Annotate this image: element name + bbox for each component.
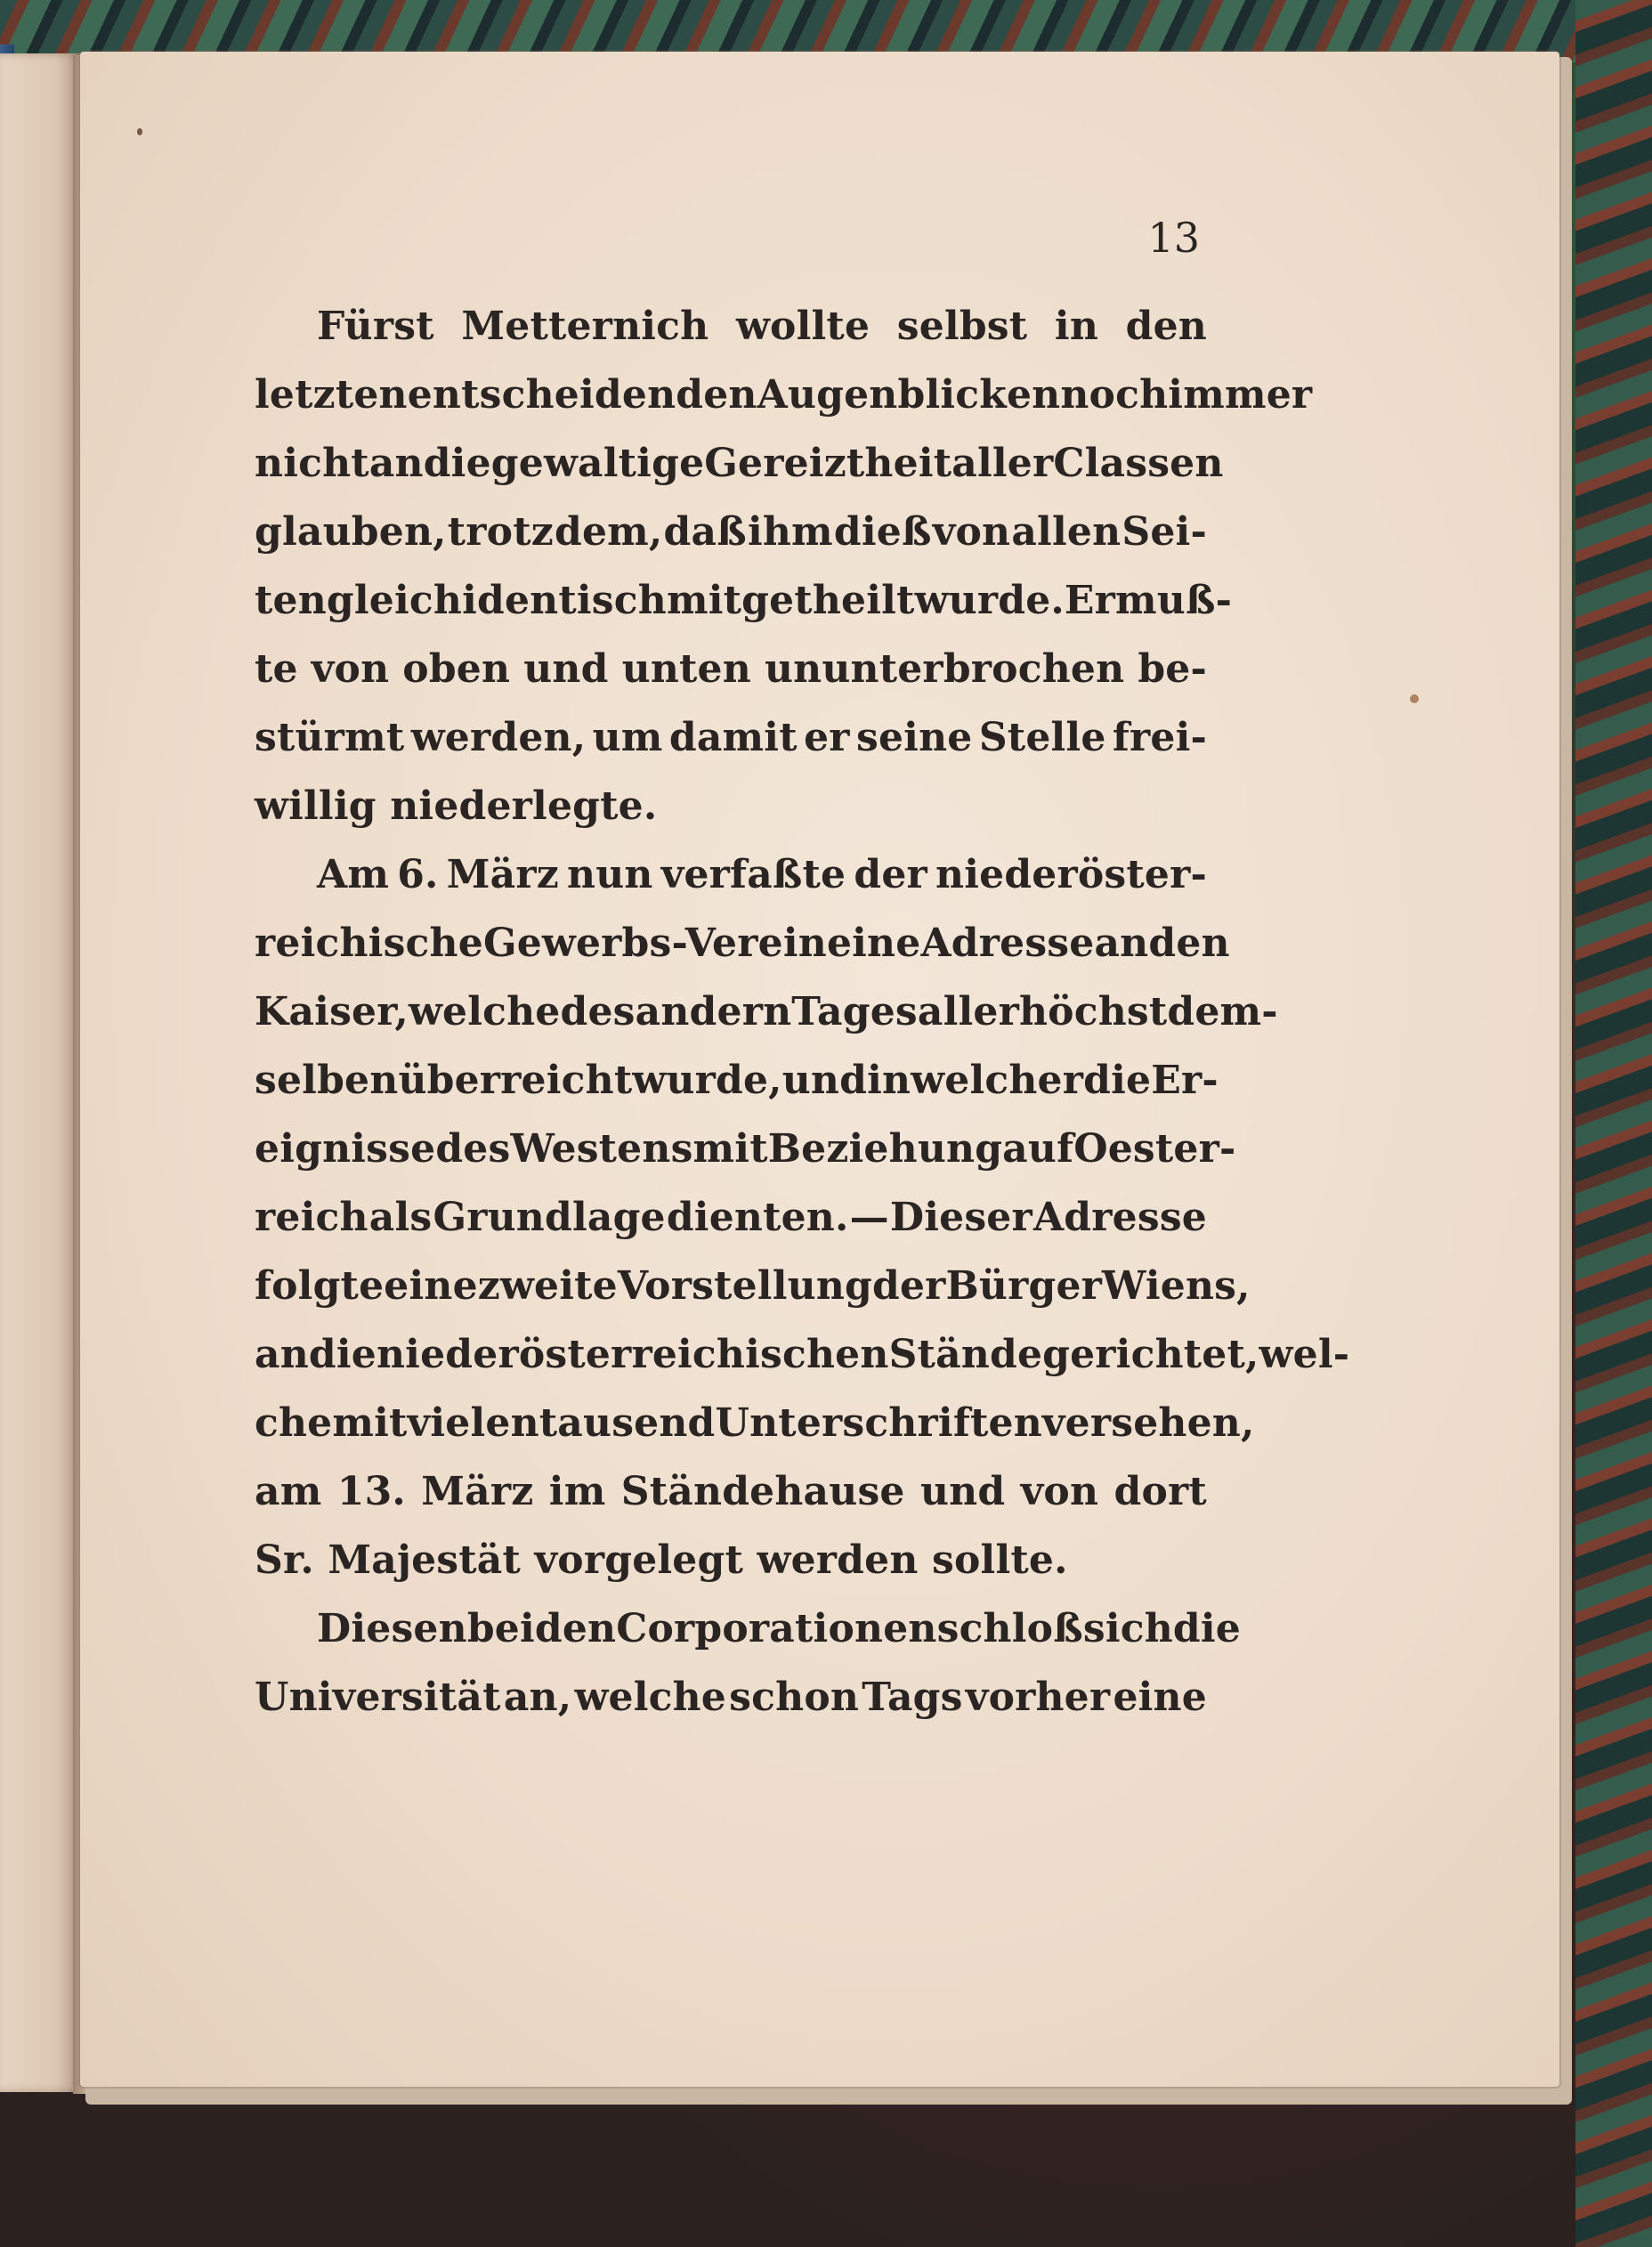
word: eine <box>384 1263 478 1309</box>
line-text <box>317 1594 1241 1663</box>
word: mit <box>332 1400 408 1446</box>
line-text <box>317 292 1207 361</box>
text-line <box>255 1526 1207 1594</box>
word: noch <box>1060 372 1169 418</box>
word: dort <box>1113 1469 1207 1514</box>
text-line <box>255 909 1230 977</box>
word: unten <box>621 646 751 692</box>
word: Metternich <box>461 304 709 349</box>
paper-spot <box>137 128 142 135</box>
word: be- <box>1138 646 1207 692</box>
line-text <box>317 840 1207 909</box>
word: dieß <box>833 509 932 555</box>
word: niederöster- <box>935 852 1207 897</box>
word: Westens <box>510 1126 693 1172</box>
word: März <box>446 852 559 897</box>
word: Stelle <box>978 715 1106 760</box>
word: 6. <box>397 852 439 897</box>
word: den <box>1125 304 1207 349</box>
word: andern <box>635 989 792 1034</box>
text-line <box>255 703 1207 772</box>
word: letzten <box>255 372 408 418</box>
word: Wiens, <box>1102 1263 1251 1309</box>
word: an <box>368 441 424 486</box>
word: frei- <box>1112 715 1207 760</box>
word: vorher <box>965 1675 1111 1720</box>
word: vielen <box>407 1400 539 1446</box>
word: an, <box>503 1675 572 1720</box>
word: Fürst <box>317 304 434 349</box>
word: che <box>255 1400 333 1446</box>
word: und <box>523 646 609 692</box>
word: glauben, <box>255 509 447 555</box>
text-line <box>255 1252 1251 1320</box>
word: stürmt <box>255 715 405 760</box>
line-text <box>255 1389 1255 1457</box>
word: schon <box>729 1675 860 1720</box>
marbled-cover-right <box>1575 0 1652 2247</box>
word: ihm <box>747 509 833 555</box>
word: immer <box>1168 372 1313 418</box>
text-line <box>255 1663 1207 1732</box>
text-line <box>255 361 1313 429</box>
facing-page-edge <box>0 53 80 2092</box>
word: und <box>781 1058 868 1103</box>
word: sich <box>1082 1606 1173 1651</box>
word: Unterschriften <box>715 1400 1042 1446</box>
body-text <box>255 292 1350 1732</box>
word: Grundlage <box>433 1195 666 1240</box>
word: selbst <box>896 304 1028 349</box>
text-line <box>255 566 1233 635</box>
word: wel- <box>1259 1332 1350 1377</box>
text-line <box>255 1046 1219 1115</box>
word: der <box>871 1263 946 1309</box>
word: Tags <box>862 1675 963 1720</box>
word: selben <box>255 1058 399 1103</box>
line-text <box>255 361 1313 429</box>
word: daß <box>663 509 747 555</box>
word: eine <box>1113 1675 1207 1720</box>
word: Bürger <box>945 1263 1103 1309</box>
word: Vorstellung <box>617 1263 872 1309</box>
word: den <box>1148 921 1230 966</box>
word: in <box>867 1058 911 1103</box>
word: Adresse <box>1032 1195 1207 1240</box>
word: verfaßte <box>660 852 846 897</box>
word: damit <box>668 715 798 760</box>
word: Classen <box>1053 441 1224 486</box>
word: nicht <box>255 441 369 486</box>
word: tausend <box>539 1400 716 1446</box>
text-line <box>255 429 1224 498</box>
word: an <box>255 1332 309 1377</box>
word: eine <box>826 921 921 966</box>
line-text <box>255 703 1207 772</box>
word: gerichtet, <box>1042 1332 1259 1377</box>
text-line <box>255 1594 1241 1663</box>
line-text <box>255 1046 1219 1115</box>
word: 13. <box>336 1469 406 1514</box>
word: dem, <box>555 509 663 555</box>
word: Gewerbs-Verein <box>482 921 827 966</box>
word: te <box>255 646 298 692</box>
word: welche <box>574 1675 726 1720</box>
word: folgte <box>255 1263 385 1309</box>
word: wurde. <box>914 578 1065 623</box>
line-text: Sr. Majestät vorgelegt werden sollte. <box>255 1537 1068 1583</box>
word: oben <box>402 646 511 692</box>
page-number: 13 <box>1147 214 1200 262</box>
word: entscheidenden <box>407 372 757 418</box>
line-text <box>255 977 1278 1046</box>
word: Augenblicken <box>757 372 1061 418</box>
word: nun <box>567 852 653 897</box>
line-text: willig niederlegte. <box>255 783 658 829</box>
word: wollte <box>735 304 871 349</box>
word: trotz <box>447 509 554 555</box>
word: von <box>932 509 1011 555</box>
word: um <box>592 715 663 760</box>
word: schloß <box>936 1606 1083 1651</box>
word: niederösterreichischen <box>376 1332 889 1377</box>
word: Gereiztheit <box>704 441 952 486</box>
word: Dieser <box>889 1195 1032 1240</box>
text-line <box>255 840 1207 909</box>
word: welcher <box>911 1058 1084 1103</box>
word: Ständehause <box>620 1469 905 1514</box>
word: welche <box>408 989 561 1034</box>
text-line <box>255 1183 1207 1252</box>
word: die <box>308 1332 377 1377</box>
word: eignisse <box>255 1126 436 1172</box>
line-text <box>255 566 1233 635</box>
word: mitgetheilt <box>666 578 915 623</box>
word: von <box>311 646 390 692</box>
text-line <box>255 1115 1236 1183</box>
word: Tages <box>791 989 918 1034</box>
word: Universität <box>255 1675 501 1720</box>
word: seine <box>856 715 973 760</box>
word: im <box>548 1469 606 1514</box>
word: Adresse <box>920 921 1095 966</box>
word: Beziehung <box>767 1126 1003 1172</box>
text-line <box>255 635 1207 703</box>
line-text <box>255 909 1230 977</box>
text-line <box>255 292 1207 361</box>
text-line <box>255 977 1278 1046</box>
word: in <box>1054 304 1099 349</box>
word: Am <box>317 852 390 897</box>
word: beiden <box>466 1606 617 1651</box>
word: reich <box>255 1195 368 1240</box>
word: mit <box>692 1126 768 1172</box>
word: wurde, <box>632 1058 782 1103</box>
word: die <box>1083 1058 1152 1103</box>
word: identisch <box>462 578 667 623</box>
line-text <box>255 1663 1207 1732</box>
text-line <box>255 1320 1350 1389</box>
line-text <box>255 1183 1207 1252</box>
word: reichische <box>255 921 483 966</box>
word: von <box>1020 1469 1099 1514</box>
line-text <box>255 1320 1350 1389</box>
line-text <box>255 1457 1207 1526</box>
word: des <box>435 1126 511 1172</box>
word: allen <box>1011 509 1122 555</box>
word: Er- <box>1151 1058 1219 1103</box>
word: dem- <box>1167 989 1278 1034</box>
line-text <box>255 1252 1251 1320</box>
word: aller <box>952 441 1054 486</box>
word: an <box>1094 921 1149 966</box>
word: Stände <box>888 1332 1043 1377</box>
word: allerhöchst <box>917 989 1168 1034</box>
word: ten <box>255 578 327 623</box>
word: Diesen <box>317 1606 467 1651</box>
word: überreicht <box>398 1058 633 1103</box>
word: des <box>560 989 636 1034</box>
word: zweite <box>477 1263 618 1309</box>
word: die <box>1172 1606 1241 1651</box>
word: muß- <box>1115 578 1233 623</box>
word: ununterbrochen <box>764 646 1125 692</box>
text-line <box>255 1457 1207 1526</box>
word: Er <box>1064 578 1116 623</box>
word: Kaiser, <box>255 989 409 1034</box>
word: werden, <box>410 715 587 760</box>
text-line <box>255 1389 1255 1457</box>
word: — <box>849 1195 889 1240</box>
line-text <box>255 1115 1236 1183</box>
word: auf <box>1002 1126 1074 1172</box>
word: die <box>423 441 491 486</box>
word: er <box>804 715 850 760</box>
line-text <box>255 498 1207 566</box>
text-line <box>255 498 1207 566</box>
word: Oester- <box>1073 1126 1236 1172</box>
word: gewaltige <box>490 441 705 486</box>
paper-spot <box>1410 694 1419 703</box>
word: und <box>919 1469 1006 1514</box>
word: dienten. <box>666 1195 849 1240</box>
word: als <box>368 1195 433 1240</box>
word: Sei- <box>1122 509 1207 555</box>
text-line <box>255 772 1207 840</box>
word: März <box>421 1469 534 1514</box>
word: versehen, <box>1041 1400 1255 1446</box>
word: am <box>255 1469 322 1514</box>
word: gleich <box>326 578 463 623</box>
line-text <box>255 635 1207 703</box>
line-text <box>255 429 1224 498</box>
word: der <box>854 852 927 897</box>
word: Corporationen <box>616 1606 937 1651</box>
